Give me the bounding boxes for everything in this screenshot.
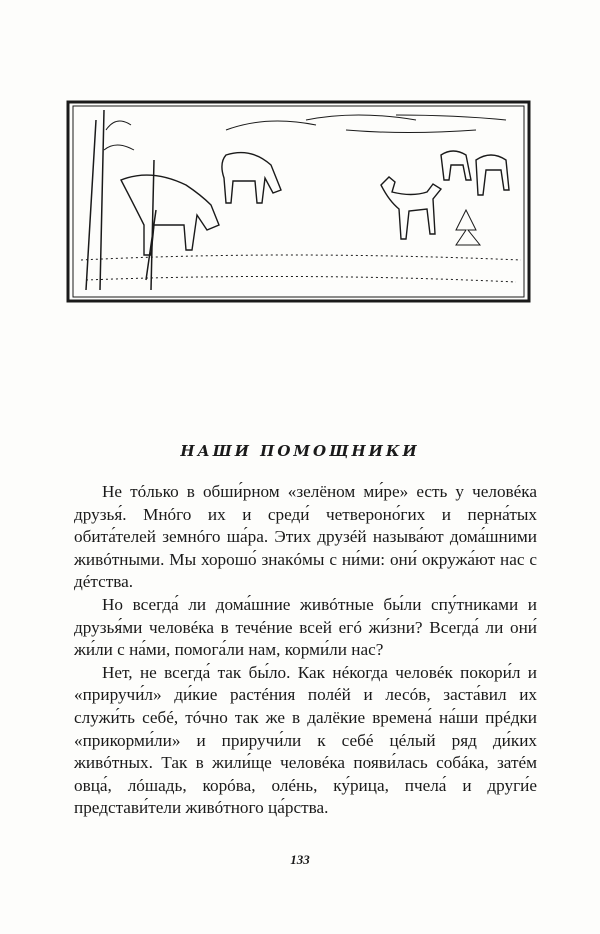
paragraph-1: Не тóлько в обши́рном «зелёном ми́ре» есть у человéка друзья́. Мнóго их и среди́ четвероно́гих и перна́тых обита́телей земнóго ша́ра. Этих друзéй называ́ют дома́шними живóтными. Мы хорошо́ знакóмы с ни́ми: они́ окружа́ют нас с дéтства. <box>74 482 537 592</box>
paragraph-3: Нет, не всегда́ так бы́ло. Как нéкогда человéк покори́л и «приручи́л» ди́кие растéния полéй и лесóв, заста́вил их служи́ть себé, тóчно так же в далёкие времена́ на́ши прéдки «прикорми́ли» и приручи́ли к себé цéлый ряд ди́ких живóтных. Так в жили́ще человéка появи́лась собáка, затéм овца́, лóшадь, корóва, олéнь, ку́рица, пчела́ и други́е представи́тели живóтного ца́рства. <box>74 662 537 818</box>
foal <box>381 177 441 239</box>
cow-left <box>121 175 219 255</box>
body-text <box>74 481 537 820</box>
cow-middle <box>222 153 281 203</box>
horses-right <box>441 151 509 195</box>
section-heading: НАШИ ПОМОЩНИКИ <box>180 442 420 460</box>
pasture-illustration <box>66 100 531 303</box>
paragraph-2: Но всегда́ ли дома́шние живóтные бы́ли спу́тниками и друзья́ми человéка в течéние всей егó жи́зни? Всегда́ ли они́ жи́ли с на́ми, помога́ли нам, корми́ли нас? <box>74 594 537 660</box>
page-number: 133 <box>290 852 310 867</box>
